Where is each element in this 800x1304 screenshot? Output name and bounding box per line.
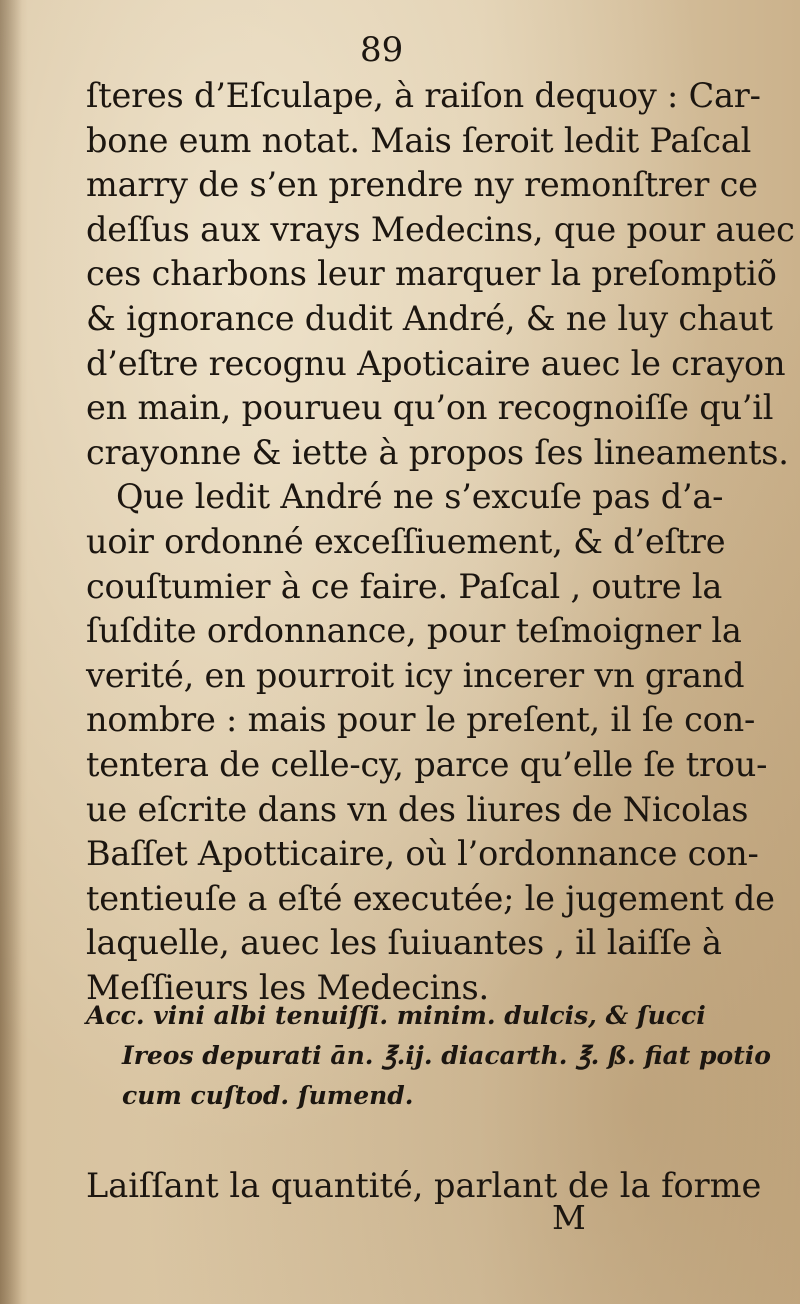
text-line-11: uoir ordonné exceſſiuement, & d’eſtre (86, 521, 726, 561)
prescription-block (86, 996, 771, 1116)
text-line-17: ue eſcrite dans vn des liures de Nicolas (86, 789, 749, 829)
text-line-6: & ignorance dudit André, & ne luy chaut (86, 298, 773, 338)
text-line-2: bone eum notat. Mais ſeroit ledit Paſcal (86, 120, 752, 160)
page-number: 89 (360, 30, 404, 70)
text-line-19: tentieuſe a eſté executée; le jugement de (86, 878, 775, 918)
prescription-line-1: Acc. vini albi tenuiſſi. minim. dulcis, & ſucci (86, 1001, 706, 1030)
text-line-5: ces charbons leur marquer la preſomptiõ (86, 254, 777, 294)
prescription-line-2: Ireos depurati ān. ℥.ij. diacarth. ℥. ß. fiat potio (122, 1041, 771, 1070)
text-line-16: tentera de celle-cy, parce qu’elle ſe trou- (86, 744, 768, 784)
text-line-12: couſtumier à ce faire. Paſcal , outre la (86, 566, 723, 606)
catchword: M (552, 1198, 586, 1237)
text-line-1: ſteres d’Eſculape, à raiſon dequoy : Car- (86, 76, 761, 115)
text-line-9: crayonne & iette à propos ſes lineaments. (86, 432, 789, 472)
text-line-8: en main, pourueu qu’on recognoiſſe qu’il (86, 388, 774, 428)
main-text (86, 74, 795, 1010)
text-line-20: laquelle, auec les ſuiuantes , il laiſſe à (86, 923, 722, 963)
closing-line: Laiſſant la quantité, parlant de la forme (86, 1166, 762, 1205)
binding-shadow (0, 0, 22, 1304)
text-line-10: Que ledit André ne s’excuſe pas d’a- (116, 477, 724, 517)
text-line-3: marry de s’en prendre ny remonſtrer ce (86, 165, 758, 205)
text-line-13: ſuſdite ordonnance, pour teſmoigner la (86, 611, 742, 651)
text-line-4: deſſus aux vrays Medecins, que pour auec (86, 209, 795, 249)
text-line-21: Meſſieurs les Medecins. (86, 967, 489, 1007)
text-line-15: nombre : mais pour le preſent, il ſe con- (86, 700, 756, 740)
text-line-7: d’eſtre recognu Apoticaire auec le crayon (86, 343, 786, 383)
text-line-18: Baſſet Apotticaire, où l’ordonnance con- (86, 834, 759, 874)
prescription-line-3: cum cuſtod. ſumend. (122, 1081, 414, 1110)
text-line-14: verité, en pourroit icy incerer vn grand (86, 655, 745, 695)
